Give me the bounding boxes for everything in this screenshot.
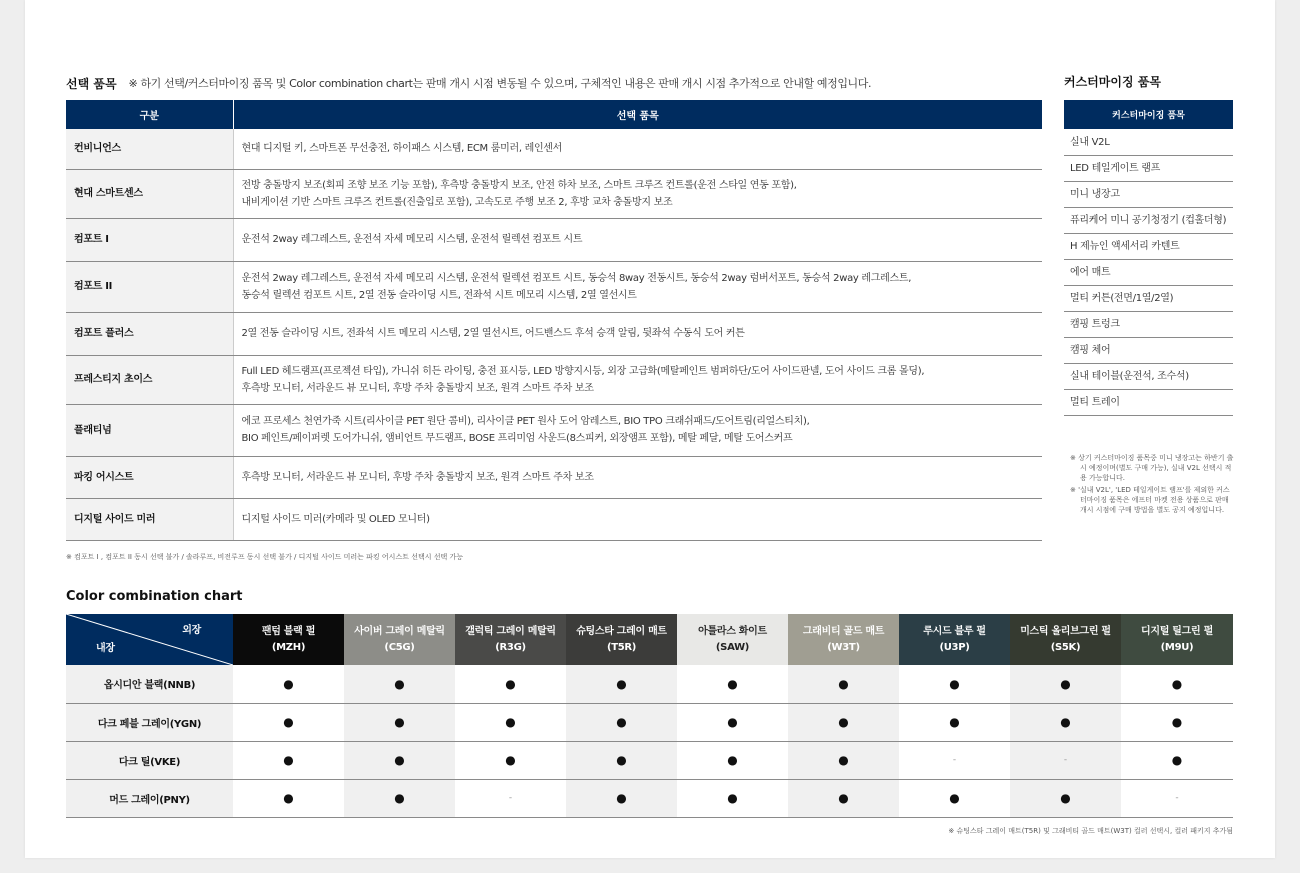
availability-cell: ● (788, 741, 899, 779)
availability-cell: - (1010, 741, 1121, 779)
option-category: 파킹 어시스트 (66, 456, 233, 498)
availability-cell: - (899, 741, 1010, 779)
exterior-color-code: (C5G) (384, 641, 415, 653)
availability-cell: ● (566, 703, 677, 741)
option-items (233, 261, 1042, 312)
option-row (66, 261, 1042, 312)
interior-row (66, 665, 1233, 703)
exterior-color-name: 갤럭틱 그레이 메탈릭 (465, 625, 556, 637)
option-items (233, 169, 1042, 218)
option-items (233, 218, 1042, 261)
availability-cell: ● (1121, 665, 1233, 703)
availability-cell: ● (344, 779, 455, 817)
customizing-item: 캠핑 체어 (1064, 338, 1233, 364)
exterior-color-code: (MZH) (271, 641, 306, 653)
availability-cell: ● (233, 665, 344, 703)
option-row (66, 312, 1042, 355)
availability-cell: ● (233, 779, 344, 817)
exterior-color-header (1010, 614, 1121, 665)
customizing-item: 에어 매트 (1064, 260, 1233, 286)
availability-cell: ● (233, 741, 344, 779)
exterior-color-name: 사이버 그레이 메탈릭 (354, 625, 445, 637)
exterior-color-name: 미스틱 올리브그린 펄 (1020, 625, 1111, 637)
exterior-color-name: 루시드 블루 펄 (923, 625, 986, 637)
option-items-line: BIO 페인트/페이퍼렛 도어가니쉬, 앰비언트 무드램프, BOSE 프리미엄 사운드(8스피커, 외장앰프 포함), 메탈 페달, 메탈 도어스커프 (241, 433, 793, 444)
availability-cell: ● (344, 741, 455, 779)
exterior-color-code: (R3G) (495, 641, 526, 653)
exterior-color-code: (M9U) (1160, 641, 1194, 653)
options-notice: ※ 하기 선택/커스터마이징 품목 및 Color combination chart는 판매 개시 시점 변동될 수 있으며, 구체적인 내용은 판매 개시 시점 추가적으로 안내할 예정입니다. (128, 77, 872, 90)
option-items (233, 129, 1042, 169)
customizing-header: 커스터마이징 품목 (1064, 100, 1233, 129)
availability-cell: ● (677, 703, 788, 741)
options-table (66, 100, 1042, 541)
availability-cell: ● (788, 703, 899, 741)
availability-cell: ● (677, 741, 788, 779)
customizing-item: H 제뉴인 액세서리 카텐트 (1064, 234, 1233, 260)
option-items-line: 2열 전동 슬라이딩 시트, 전좌석 시트 메모리 시스템, 2열 열선시트, 어드밴스드 후석 승객 알림, 뒷좌석 수동식 도어 커튼 (241, 328, 745, 339)
option-items-line: 동승석 릴렉션 컴포트 시트, 2열 전동 슬라이딩 시트, 전좌석 시트 메모리 시스템, 2열 열선시트 (241, 289, 637, 301)
exterior-color-code: (W3T) (827, 641, 860, 653)
interior-color-name: 머드 그레이(PNY) (66, 779, 233, 817)
availability-cell: ● (677, 665, 788, 703)
availability-cell: ● (455, 741, 566, 779)
customizing-list (1064, 130, 1233, 416)
availability-cell: ● (677, 779, 788, 817)
exterior-color-code: (SAW) (715, 641, 750, 653)
exterior-color-code: (S5K) (1050, 641, 1081, 653)
option-category: 현대 스마트센스 (66, 169, 233, 218)
interior-color-name: 다크 페블 그레이(YGN) (66, 703, 233, 741)
options-header (66, 73, 1046, 93)
customizing-item: 미니 냉장고 (1064, 182, 1233, 208)
availability-cell: ● (344, 665, 455, 703)
color-combination-table (66, 614, 1233, 818)
option-items-line: 디지털 사이드 미러(카메라 및 OLED 모니터) (241, 513, 430, 525)
option-items (233, 456, 1042, 498)
exterior-color-header (899, 614, 1010, 665)
exterior-color-header (677, 614, 788, 665)
availability-cell: ● (1010, 703, 1121, 741)
option-category: 프레스티지 초이스 (66, 355, 233, 404)
exterior-color-name: 아틀라스 화이트 (698, 625, 767, 637)
availability-cell: ● (788, 665, 899, 703)
availability-cell: ● (899, 665, 1010, 703)
option-items-line: 운전석 2way 레그레스트, 운전석 자세 메모리 시스템, 운전석 릴렉션 컴포트 시트 (241, 234, 583, 245)
option-items-line: 후측방 모니터, 서라운드 뷰 모니터, 후방 주차 충돌방지 보조, 원격 스마트 주차 보조 (241, 382, 594, 394)
color-chart-footnote: ※ 슈팅스타 그레이 매트(T5R) 및 그래비티 골드 매트(W3T) 컬러 선택시, 컬러 패키지 추가됨 (948, 827, 1233, 835)
exterior-color-name: 그래비티 골드 매트 (802, 625, 885, 637)
availability-cell: ● (233, 703, 344, 741)
availability-cell: ● (344, 703, 455, 741)
interior-label: 내장 (96, 643, 115, 654)
exterior-color-header (233, 614, 344, 665)
customizing-item: 멀티 커튼(전면/1열/2열) (1064, 286, 1233, 312)
customizing-item: 퓨리케어 미니 공기청정기 (컵홀더형) (1064, 208, 1233, 234)
availability-cell: ● (566, 779, 677, 817)
availability-cell: ● (566, 741, 677, 779)
customizing-item: 실내 테이블(운전석, 조수석) (1064, 364, 1233, 390)
interior-row (66, 779, 1233, 817)
option-items (233, 312, 1042, 355)
option-items (233, 404, 1042, 456)
exterior-color-header (455, 614, 566, 665)
option-items (233, 498, 1042, 540)
interior-row (66, 703, 1233, 741)
option-items (233, 355, 1042, 404)
interior-row (66, 741, 1233, 779)
exterior-color-code: (T5R) (606, 641, 637, 653)
availability-cell: ● (455, 665, 566, 703)
availability-cell: ● (566, 665, 677, 703)
options-title: 선택 품목 (66, 76, 117, 91)
exterior-color-header (344, 614, 455, 665)
diagonal-divider (66, 614, 233, 665)
customizing-item: 캠핑 트렁크 (1064, 312, 1233, 338)
color-chart-title: Color combination chart (66, 589, 243, 604)
customizing-item: 실내 V2L (1064, 130, 1233, 156)
availability-cell: ● (1010, 779, 1121, 817)
option-category: 디지털 사이드 미러 (66, 498, 233, 540)
option-items-line: 전방 충돌방지 보조(회피 조향 보조 기능 포함), 후측방 충돌방지 보조, 안전 하차 보조, 스마트 크루즈 컨트롤(운전 스타일 연동 포함), (241, 179, 797, 191)
exterior-color-code: (U3P) (939, 641, 970, 653)
customizing-title: 커스터마이징 품목 (1064, 75, 1161, 89)
availability-cell: ● (899, 703, 1010, 741)
exterior-color-name: 슈팅스타 그레이 매트 (576, 625, 667, 637)
options-header-category: 구분 (66, 100, 233, 129)
exterior-color-name: 디지털 틸그린 펄 (1141, 625, 1213, 637)
availability-cell: - (455, 779, 566, 817)
option-row (66, 169, 1042, 218)
option-items-line: 현대 디지털 키, 스마트폰 무선충전, 하이패스 시스템, ECM 룸미러, 레인센서 (241, 143, 563, 155)
exterior-color-header (788, 614, 899, 665)
availability-cell: ● (1010, 665, 1121, 703)
exterior-color-header (1121, 614, 1233, 665)
option-row (66, 404, 1042, 456)
option-category: 컴포트 II (66, 261, 233, 312)
exterior-color-header (566, 614, 677, 665)
option-category: 컴포트 플러스 (66, 312, 233, 355)
option-category: 컴포트 I (66, 218, 233, 261)
option-items-line: 에코 프로세스 천연가죽 시트(리사이클 PET 원단 콤비), 리사이클 PET 원사 도어 암레스트, BIO TPO 크래쉬패드/도어트림(리얼스티치), (241, 416, 810, 427)
option-row (66, 129, 1042, 169)
exterior-label: 외장 (182, 625, 201, 636)
options-header-items: 선택 품목 (233, 100, 1042, 129)
customizing-note: ※ 상기 커스터마이징 품목중 미니 냉장고는 하반기 출시 예정이며(별도 구매 가능), 실내 V2L 선택시 적용 가능합니다. (1070, 454, 1234, 482)
option-row (66, 456, 1042, 498)
availability-cell: - (1121, 779, 1233, 817)
option-items-line: Full LED 헤드램프(프로젝션 타입), 가니쉬 히든 라이팅, 충전 표시등, LED 방향지시등, 외장 고급화(메탈페인트 범퍼하단/도어 사이드판넬, 도어 사이드 크롬 몰딩), (241, 365, 925, 377)
availability-cell: ● (788, 779, 899, 817)
color-chart-corner (66, 614, 233, 665)
interior-color-name: 다크 틸(VKE) (66, 741, 233, 779)
option-row (66, 355, 1042, 404)
option-row (66, 498, 1042, 540)
option-row (66, 218, 1042, 261)
options-footnote: ※ 컴포트 I , 컴포트 II 동시 선택 불가 / 솔라루프, 비전루프 동시 선택 불가 / 디지털 사이드 미러는 파킹 어시스트 선택시 선택 가능 (66, 553, 463, 561)
availability-cell: ● (1121, 741, 1233, 779)
customizing-item: LED 테일게이트 램프 (1064, 156, 1233, 182)
option-items-line: 운전석 2way 레그레스트, 운전석 자세 메모리 시스템, 운전석 릴렉션 컴포트 시트, 동승석 8way 전동시트, 동승석 2way 럼버서포트, 동승석 2way 레그레스트, (241, 272, 912, 284)
customizing-notes (1070, 453, 1235, 517)
exterior-color-name: 팬텀 블랙 펄 (261, 625, 316, 637)
customizing-item: 멀티 트레이 (1064, 390, 1233, 416)
option-items-line: 내비게이션 기반 스마트 크루즈 컨트롤(진출입로 포함), 고속도로 주행 보조 2, 후방 교차 충돌방지 보조 (241, 196, 673, 208)
interior-color-name: 옵시디안 블랙(NNB) (66, 665, 233, 703)
availability-cell: ● (1121, 703, 1233, 741)
option-items-line: 후측방 모니터, 서라운드 뷰 모니터, 후방 주차 충돌방지 보조, 원격 스마트 주차 보조 (241, 471, 594, 483)
availability-cell: ● (455, 703, 566, 741)
option-category: 플래티넘 (66, 404, 233, 456)
customizing-note: ※ '실내 V2L', 'LED 테일게이트 램프'를 제외한 커스터마이징 품목은 에프터 마켓 전용 상품으로 판매 개시 시점에 구매 방법을 별도 공지 예정입니다. (1070, 486, 1230, 514)
option-category: 컨비니언스 (66, 129, 233, 169)
availability-cell: ● (899, 779, 1010, 817)
